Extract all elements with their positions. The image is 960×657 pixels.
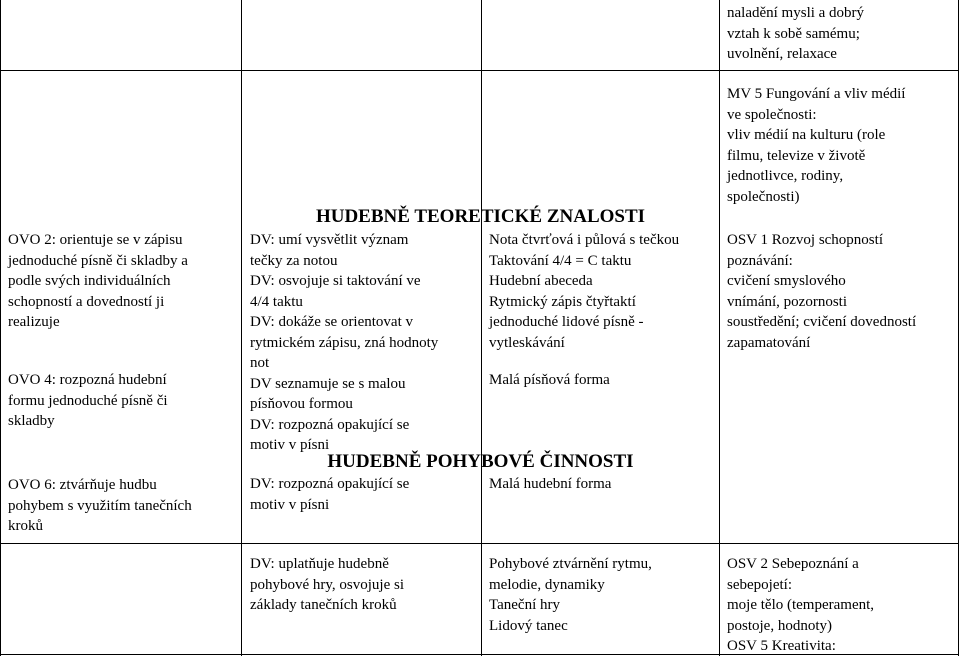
outcome-ovo-6: OVO 6: ztvárňuje hudbu pohybem s využitím tanečních kroků bbox=[8, 477, 192, 534]
theory-learning-outcomes: DV: umí vysvětlit význam tečky za notou DV: osvojuje si taktování ve 4/4 taktu DV: dokáže se orientovat v rytmickém zápisu, zná hodnoty not DV seznamuje se s malou písňovou formou DV: rozpozná opakující se motiv v písni bbox=[250, 232, 439, 453]
section-heading-theory: HUDEBNĚ TEORETICKÉ ZNALOSTI bbox=[315, 206, 646, 227]
movement-learning-outcome: DV: rozpozná opakující se motiv v písni bbox=[250, 476, 410, 513]
table-border-left bbox=[0, 0, 1, 656]
table-divider-col3 bbox=[719, 0, 720, 656]
outcome-ovo-2: OVO 2: orientuje se v zápisu jednoduché písně či skladby a podle svých individuálních schopností a dovedností ji realizuje bbox=[8, 232, 188, 330]
theory-content-notation: Nota čtvrťová i půlová s tečkou Taktování 4/4 = C taktu Hudební abeceda Rytmický zápis čtyřtaktí jednoduché lidové písně - vytleskávání bbox=[489, 232, 680, 351]
table-row-divider-2 bbox=[0, 543, 959, 544]
outcome-ovo-4: OVO 4: rozpozná hudební formu jednoduché písně či skladby bbox=[8, 372, 168, 429]
cross-curricular-osv-1: OSV 1 Rozvoj schopností poznávání: cvičení smyslového vnímání, pozornosti soustředění; cvičení dovedností zapamatování bbox=[727, 232, 917, 351]
table-row-divider-1 bbox=[0, 70, 959, 71]
cross-curricular-osv-2-5: OSV 2 Sebepoznání a sebepojetí: moje tělo (temperament, postoje, hodnoty) OSV 5 Kreativita: bbox=[727, 556, 875, 654]
theory-content-form: Malá písňová forma bbox=[489, 372, 610, 388]
table-divider-col2 bbox=[481, 0, 482, 656]
cross-curricular-media: MV 5 Fungování a vliv médií ve společnosti: vliv médií na kulturu (role filmu, televize v životě jednotlivce, rodiny, společnosti) bbox=[727, 86, 906, 205]
section-heading-movement: HUDEBNĚ POHYBOVÉ ČINNOSTI bbox=[327, 451, 634, 472]
table-divider-col1 bbox=[241, 0, 242, 656]
table-border-right bbox=[958, 0, 959, 656]
dance-learning-outcome: DV: uplatňuje hudebně pohybové hry, osvojuje si základy tanečních kroků bbox=[250, 556, 405, 613]
movement-content-form: Malá hudební forma bbox=[489, 476, 612, 492]
cross-curricular-text-relaxation: naladění mysli a dobrý vztah k sobě samému; uvolnění, relaxace bbox=[727, 5, 865, 62]
dance-content: Pohybové ztvárnění rytmu, melodie, dynamiky Taneční hry Lidový tanec bbox=[489, 556, 652, 634]
